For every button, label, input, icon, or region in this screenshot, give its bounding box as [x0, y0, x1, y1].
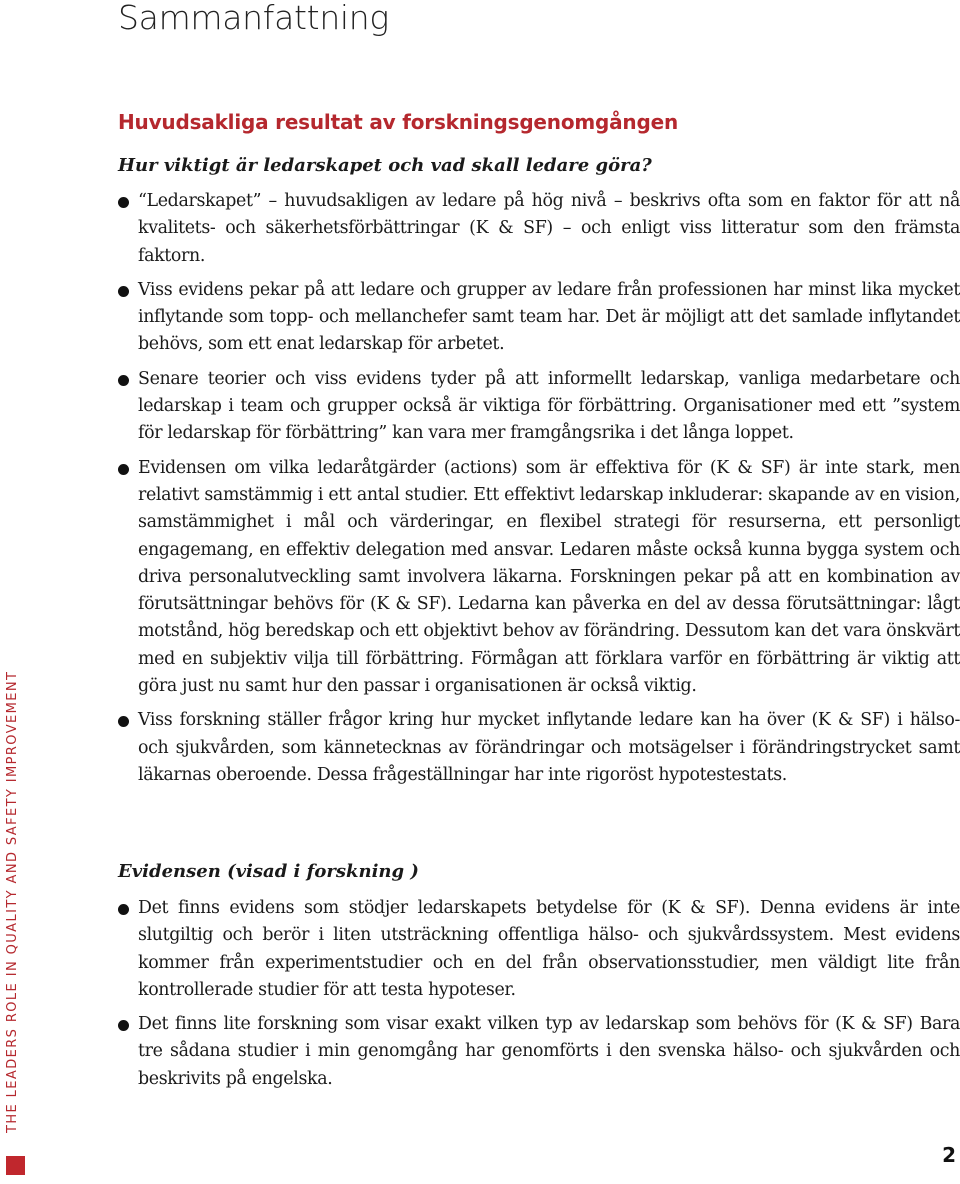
- question-heading: Hur viktigt är ledarskapet och vad skall ledare göra?: [118, 155, 652, 176]
- page-number: 2: [942, 1143, 956, 1167]
- list-item: [118, 277, 960, 359]
- list-item-text: Viss forskning ställer frågor kring hur mycket inflytande ledare kan ha över (K & SF) i hälso- och sjukvården, som kännetecknas av förändringar och motsägelser i förändringstrycket samt läkarnas oberoende. Dessa frågeställningar har inte rigoröst hypotestestats.: [138, 710, 960, 785]
- list-item-text: Det finns evidens som stödjer ledarskapets betydelse för (K & SF). Denna evidens är inte slutgiltig och berör i liten utsträckning offentliga hälso- och sjukvårdssystem. Mest evidens kommer från experimentstudier och en del från observationsstudier, men väldigt lite från kontrollerade studier för att testa hypoteser.: [138, 898, 960, 1000]
- list-item-text: Evidensen om vilka ledaråtgärder (actions) som är effektiva för (K & SF) är inte stark, men relativt samstämmig i ett antal studier. Ett effektivt ledarskap inkluderar: skapande av en vision, samstämmighet i mål och värderingar, en flexibel strategi för resurserna, ett personligt engagemang, en effektiv delegation med ansvar. Ledaren måste också kunna bygga system och driva personalutveckling samt involvera läkarna. Forskningen pekar på att en kombination av förutsättningar behövs för (K & SF). Ledarna kan påverka en del av dessa förutsättningar: lågt motstånd, hög beredskap och ett objektivt behov av förändring. Dessutom kan det vara önskvärt med en subjektiv vilja till förbättring. Förmågan att förklara varför en förbättring är viktig att göra just nu samt hur den passar i organisationen är också viktig.: [138, 457, 960, 697]
- bullet-icon: [118, 904, 129, 915]
- bullet-icon: [118, 375, 129, 386]
- list-item-text: Viss evidens pekar på att ledare och grupper av ledare från professionen har minst lika mycket inflytande som topp- och mellanchefer samt team har. Det är möjligt att det samlade inflytandet behövs, som ett enat ledarskap för arbetet.: [138, 279, 960, 355]
- bullet-icon: [118, 197, 129, 208]
- list-item: [118, 455, 960, 701]
- list-item: [118, 1011, 960, 1093]
- page-title: Sammanfattning: [118, 0, 389, 37]
- list-item-text: Senare teorier och viss evidens tyder på att informellt ledarskap, vanliga medarbetare och ledarskap i team och grupper också är viktiga för förbättring. Organisationer med ett ”system för ledarskap för förbättring” kan vara mer framgångsrika i det långa loppet.: [138, 368, 960, 444]
- list-item: [118, 707, 960, 789]
- findings-list: [118, 188, 960, 796]
- evidence-list: [118, 895, 960, 1100]
- list-item: [118, 895, 960, 1004]
- sidebar-marker: [6, 1156, 25, 1175]
- bullet-icon: [118, 286, 129, 297]
- section-heading: Huvudsakliga resultat av forskningsgenomgången: [118, 110, 678, 134]
- list-item-text: “Ledarskapet” – huvudsakligen av ledare på hög nivå – beskrivs ofta som en faktor för att nå kvalitets- och säkerhetsförbättringar (K & SF) – och enligt viss litteratur som den främsta faktorn.: [138, 191, 960, 266]
- list-item: [118, 188, 960, 270]
- sidebar-running-title: THE LEADERS ROLE IN QUALITY AND SAFETY IMPROVEMENT: [5, 670, 20, 1133]
- bullet-icon: [118, 464, 129, 475]
- bullet-icon: [118, 1020, 129, 1031]
- bullet-icon: [118, 716, 129, 727]
- evidence-heading: Evidensen (visad i forskning ): [118, 861, 419, 882]
- list-item-text: Det finns lite forskning som visar exakt vilken typ av ledarskap som behövs för (K & SF) Bara tre sådana studier i min genomgång har genomförts i den svenska hälso- och sjukvården och beskrivits på engelska.: [138, 1014, 960, 1089]
- list-item: [118, 366, 960, 448]
